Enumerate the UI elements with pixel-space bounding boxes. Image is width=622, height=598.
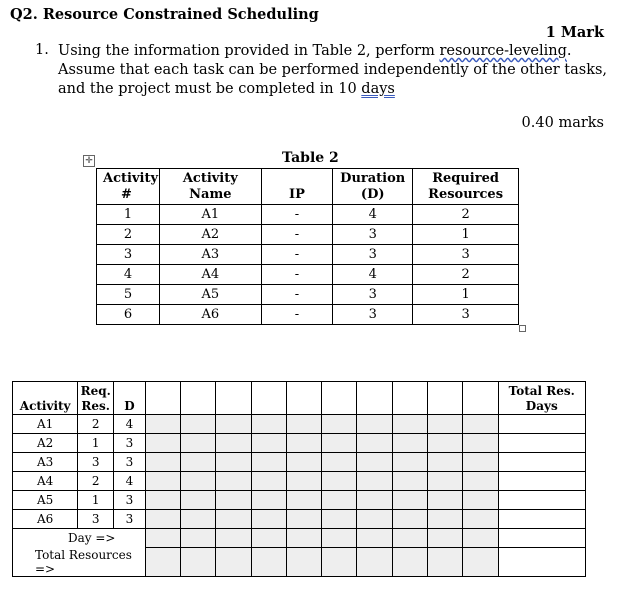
day-row — [13, 529, 586, 548]
table2-cell-ip: - — [261, 225, 333, 245]
day-cell[interactable] — [286, 529, 321, 548]
schedule-cell[interactable] — [286, 472, 321, 491]
day-cell[interactable] — [392, 529, 427, 548]
table3-row — [13, 472, 586, 491]
schedule-cell[interactable] — [427, 434, 462, 453]
table3-cell-activity: A5 — [13, 491, 78, 510]
table2-cell-duration: 3 — [333, 225, 413, 245]
schedule-cell[interactable] — [392, 472, 427, 491]
table3-cell-d: 4 — [114, 415, 146, 434]
day-cell[interactable] — [145, 529, 180, 548]
table3 — [12, 381, 586, 577]
schedule-cell[interactable] — [145, 472, 180, 491]
table2-header-activity-name: Activity Name — [159, 169, 261, 205]
schedule-cell[interactable] — [357, 415, 392, 434]
table3-cell-d: 3 — [114, 453, 146, 472]
schedule-cell[interactable] — [286, 415, 321, 434]
table2-cell-num: 3 — [97, 245, 160, 265]
table3-header-day-cell — [322, 382, 357, 415]
table2-cell-num: 1 — [97, 205, 160, 225]
schedule-cell[interactable] — [427, 510, 462, 529]
table2-row — [97, 205, 519, 225]
schedule-cell[interactable] — [216, 453, 251, 472]
table2-header-ip: IP — [261, 169, 333, 205]
table2-cell-name: A2 — [159, 225, 261, 245]
schedule-cell[interactable] — [251, 491, 286, 510]
table3-cell-activity: A1 — [13, 415, 78, 434]
table3-header-day-cell — [427, 382, 462, 415]
schedule-cell[interactable] — [216, 472, 251, 491]
table3-cell-d: 4 — [114, 472, 146, 491]
schedule-cell[interactable] — [145, 491, 180, 510]
schedule-cell[interactable] — [357, 510, 392, 529]
schedule-cell[interactable] — [427, 472, 462, 491]
total-res-days-cell[interactable] — [498, 434, 585, 453]
table3-cell-activity: A6 — [13, 510, 78, 529]
marks-label: 1 Mark — [545, 24, 604, 41]
schedule-cell[interactable] — [392, 434, 427, 453]
table2 — [96, 168, 519, 325]
schedule-cell[interactable] — [251, 415, 286, 434]
schedule-cell[interactable] — [180, 472, 215, 491]
question-title: Q2. Resource Constrained Scheduling — [10, 6, 319, 23]
table2-cell-num: 2 — [97, 225, 160, 245]
day-cell[interactable] — [180, 529, 215, 548]
total-resources-cell[interactable] — [463, 548, 498, 577]
total-resources-total-cell[interactable] — [498, 548, 585, 577]
table3-cell-req: 1 — [78, 434, 114, 453]
table2-row — [97, 225, 519, 245]
table2-header-duration: Duration (D) — [333, 169, 413, 205]
table3-row — [13, 415, 586, 434]
day-cell[interactable] — [463, 529, 498, 548]
schedule-cell[interactable] — [322, 453, 357, 472]
table3-header-d: D — [114, 382, 146, 415]
table2-cell-name: A6 — [159, 305, 261, 325]
schedule-cell[interactable] — [392, 510, 427, 529]
table3-cell-req: 2 — [78, 415, 114, 434]
table2-cell-duration: 4 — [333, 265, 413, 285]
schedule-cell[interactable] — [145, 453, 180, 472]
schedule-cell[interactable] — [463, 453, 498, 472]
schedule-cell[interactable] — [251, 453, 286, 472]
total-resources-cell[interactable] — [322, 548, 357, 577]
table3-header-day-cell — [392, 382, 427, 415]
table-move-handle-icon[interactable]: ✛ — [83, 155, 95, 167]
table3-header-day-cell — [286, 382, 321, 415]
total-resources-cell[interactable] — [216, 548, 251, 577]
table3-cell-activity: A2 — [13, 434, 78, 453]
day-cell[interactable] — [216, 529, 251, 548]
schedule-cell[interactable] — [216, 434, 251, 453]
schedule-cell[interactable] — [322, 472, 357, 491]
schedule-cell[interactable] — [357, 434, 392, 453]
table2-cell-resources: 1 — [413, 225, 519, 245]
day-cell[interactable] — [357, 529, 392, 548]
table2-cell-num: 6 — [97, 305, 160, 325]
total-resources-row — [13, 548, 586, 577]
total-resources-label: Total Resources => — [13, 548, 146, 577]
schedule-cell[interactable] — [463, 415, 498, 434]
table3-header-day-cell — [357, 382, 392, 415]
table-resize-handle[interactable] — [519, 325, 526, 332]
schedule-cell[interactable] — [322, 491, 357, 510]
table2-cell-ip: - — [261, 265, 333, 285]
table3-cell-activity: A4 — [13, 472, 78, 491]
day-cell[interactable] — [251, 529, 286, 548]
table3-header-req-res: Req. Res. — [78, 382, 114, 415]
table2-cell-resources: 2 — [413, 205, 519, 225]
table2-cell-duration: 3 — [333, 245, 413, 265]
schedule-cell[interactable] — [463, 472, 498, 491]
table3-header-day-cell — [216, 382, 251, 415]
schedule-cell[interactable] — [180, 491, 215, 510]
table3-cell-d: 3 — [114, 510, 146, 529]
table3-header-day-cell — [251, 382, 286, 415]
schedule-cell[interactable] — [216, 491, 251, 510]
total-resources-cell[interactable] — [427, 548, 462, 577]
total-res-days-cell[interactable] — [498, 415, 585, 434]
table2-row — [97, 245, 519, 265]
schedule-cell[interactable] — [427, 491, 462, 510]
table2-row — [97, 265, 519, 285]
schedule-cell[interactable] — [216, 510, 251, 529]
table2-cell-ip: - — [261, 245, 333, 265]
day-cell[interactable] — [427, 529, 462, 548]
schedule-cell[interactable] — [322, 415, 357, 434]
table2-cell-name: A1 — [159, 205, 261, 225]
schedule-cell[interactable] — [322, 510, 357, 529]
table2-cell-ip: - — [261, 285, 333, 305]
table3-row — [13, 491, 586, 510]
days-text: days — [361, 81, 395, 97]
schedule-cell[interactable] — [357, 491, 392, 510]
table2-cell-resources: 3 — [413, 245, 519, 265]
schedule-cell[interactable] — [145, 415, 180, 434]
item-number: 1. — [35, 42, 49, 58]
schedule-cell[interactable] — [251, 472, 286, 491]
schedule-cell[interactable] — [463, 491, 498, 510]
schedule-cell[interactable] — [392, 491, 427, 510]
total-resources-cell[interactable] — [357, 548, 392, 577]
table2-cell-resources: 1 — [413, 285, 519, 305]
table3-header-day-cell — [463, 382, 498, 415]
schedule-cell[interactable] — [357, 453, 392, 472]
table3-cell-req: 3 — [78, 510, 114, 529]
table2-cell-duration: 4 — [333, 205, 413, 225]
schedule-cell[interactable] — [180, 453, 215, 472]
table3-cell-req: 2 — [78, 472, 114, 491]
question-text: Using the information provided in Table 2, perform resource-leveling. Assume that each task can be performed independently of the other tasks, and the project must be completed in 10 days — [58, 43, 608, 97]
table3-header-activity: Activity — [13, 382, 78, 415]
table3-cell-req: 3 — [78, 453, 114, 472]
table3-cell-activity: A3 — [13, 453, 78, 472]
schedule-cell[interactable] — [286, 510, 321, 529]
table2-cell-name: A3 — [159, 245, 261, 265]
schedule-cell[interactable] — [251, 434, 286, 453]
table2-cell-resources: 3 — [413, 305, 519, 325]
table2-cell-name: A4 — [159, 265, 261, 285]
total-resources-cell[interactable] — [392, 548, 427, 577]
schedule-cell[interactable] — [180, 415, 215, 434]
schedule-cell[interactable] — [357, 472, 392, 491]
total-resources-cell[interactable] — [286, 548, 321, 577]
total-res-days-cell[interactable] — [498, 453, 585, 472]
total-res-days-cell[interactable] — [498, 510, 585, 529]
table3-row — [13, 453, 586, 472]
schedule-cell[interactable] — [286, 453, 321, 472]
schedule-cell[interactable] — [145, 434, 180, 453]
table2-header-activity-num: Activity # — [97, 169, 160, 205]
table3-header-day-cell — [145, 382, 180, 415]
table3-header-day-cell — [180, 382, 215, 415]
table3-cell-d: 3 — [114, 434, 146, 453]
table2-cell-ip: - — [261, 205, 333, 225]
schedule-cell[interactable] — [216, 415, 251, 434]
day-cell[interactable] — [322, 529, 357, 548]
total-resources-cell[interactable] — [180, 548, 215, 577]
schedule-cell[interactable] — [463, 510, 498, 529]
table3-header-total: Total Res. Days — [498, 382, 585, 415]
schedule-cell[interactable] — [427, 415, 462, 434]
table2-row — [97, 285, 519, 305]
submarks-label: 0.40 marks — [521, 115, 604, 131]
schedule-cell[interactable] — [427, 453, 462, 472]
table2-cell-duration: 3 — [333, 285, 413, 305]
schedule-cell[interactable] — [251, 510, 286, 529]
schedule-cell[interactable] — [286, 491, 321, 510]
table2-header-resources: Required Resources — [413, 169, 519, 205]
table2-cell-resources: 2 — [413, 265, 519, 285]
table3-row — [13, 510, 586, 529]
schedule-cell[interactable] — [463, 434, 498, 453]
schedule-cell[interactable] — [392, 415, 427, 434]
schedule-cell[interactable] — [145, 510, 180, 529]
total-res-days-cell[interactable] — [498, 472, 585, 491]
schedule-cell[interactable] — [180, 510, 215, 529]
table3-row — [13, 434, 586, 453]
day-total-cell[interactable] — [498, 529, 585, 548]
day-label: Day => — [13, 529, 146, 548]
total-resources-cell[interactable] — [145, 548, 180, 577]
table2-row — [97, 305, 519, 325]
schedule-cell[interactable] — [180, 434, 215, 453]
table2-cell-duration: 3 — [333, 305, 413, 325]
schedule-cell[interactable] — [322, 434, 357, 453]
total-resources-cell[interactable] — [251, 548, 286, 577]
table3-cell-req: 1 — [78, 491, 114, 510]
table3-cell-d: 3 — [114, 491, 146, 510]
resource-leveling-text: resource-leveling — [439, 43, 567, 59]
schedule-cell[interactable] — [392, 453, 427, 472]
table2-cell-ip: - — [261, 305, 333, 325]
table2-cell-num: 5 — [97, 285, 160, 305]
table2-caption: Table 2 — [282, 150, 339, 166]
schedule-cell[interactable] — [286, 434, 321, 453]
table2-cell-name: A5 — [159, 285, 261, 305]
table2-cell-num: 4 — [97, 265, 160, 285]
total-res-days-cell[interactable] — [498, 491, 585, 510]
